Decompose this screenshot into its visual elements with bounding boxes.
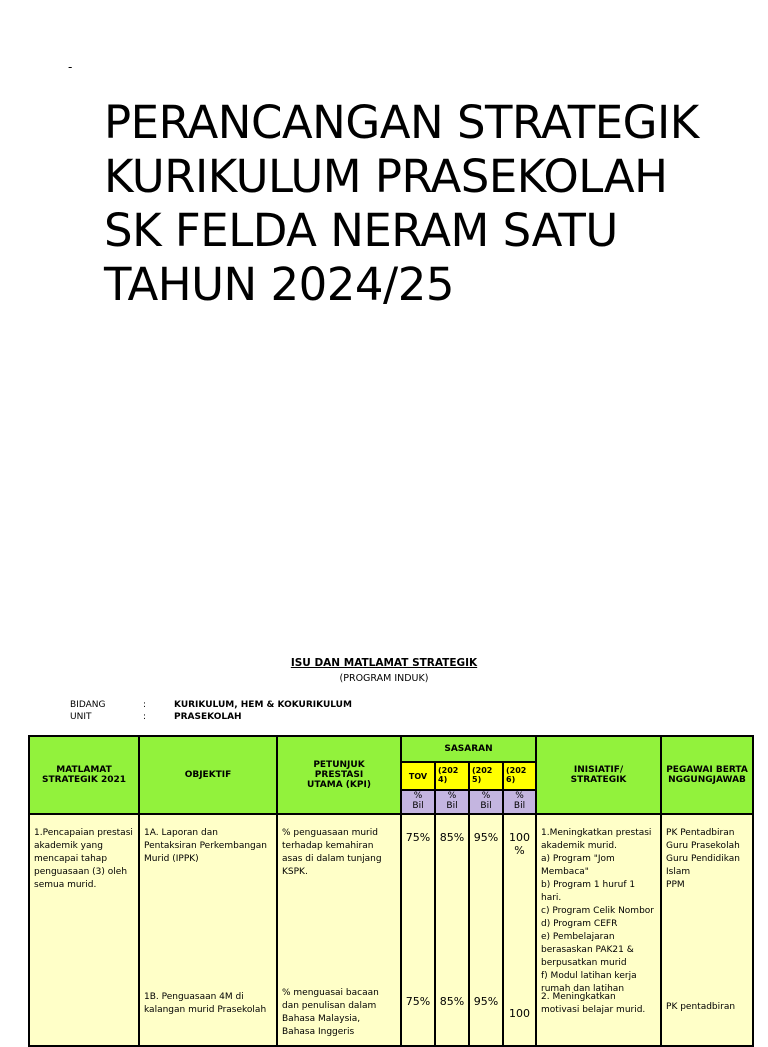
unit-label: UNIT [70, 712, 92, 722]
cell-objektif [139, 814, 277, 1046]
header-pegawai: PEGAWAI BERTANGGUNGJAWAB [661, 736, 753, 814]
bidang-colon: : [143, 700, 147, 710]
inisiatif-a: 1.Meningkatkan prestasi akademik murid. a) Program "Jom Membaca" b) Program 1 huruf 1 hari. c) Program Celik Nombor d) Program CEFR e) Pembelajaran berasaskan PAK21 & berpusatkan murid f) Modul latihan kerja rumah dan latihan [541, 828, 654, 994]
pegawai-b: PK pentadbiran [666, 1002, 736, 1012]
objektif-b: 1B. Penguasaan 4M di kalangan murid Prasekolah [144, 992, 267, 1015]
section-subtitle: (PROGRAM INDUK) [339, 673, 429, 684]
header-2026-unit: % Bil [503, 790, 536, 814]
header-kpi: PETUNJUK PRESTASI UTAMA (KPI) [277, 736, 401, 814]
cell-matlamat: 1.Pencapaian prestasi akademik yang mencapai tahap penguasaan (3) oleh semua murid. [29, 814, 139, 1046]
pegawai-a: PK Pentadbiran Guru Prasekolah Guru Pendidikan Islam PPM [666, 828, 741, 890]
unit-colon: : [143, 712, 147, 722]
cell-inisiatif [536, 814, 661, 1046]
kpi-b: % menguasai bacaan dan penulisan dalam Bahasa Malaysia, Bahasa Inggeris [282, 988, 379, 1037]
header-tov: TOV [401, 762, 435, 790]
bullet-dot: - [68, 60, 73, 74]
header-2024-unit: % Bil [435, 790, 469, 814]
section-title: ISU DAN MATLAMAT STRATEGIK [290, 657, 478, 669]
title-line-3: SK FELDA NERAM SATU [104, 204, 618, 257]
cell-pegawai [661, 814, 753, 1046]
title-line-4: TAHUN 2024/25 [104, 258, 454, 311]
header-year-2025: (2025) [469, 762, 503, 790]
header-year-2024: (2024) [435, 762, 469, 790]
cell-kpi [277, 814, 401, 1046]
header-year-2026: (2026) [503, 762, 536, 790]
objektif-a: 1A. Laporan dan Pentaksiran Perkembangan Murid (IPPK) [144, 828, 267, 864]
cell-tov: 75% 75% [401, 814, 435, 1046]
header-sasaran: SASARAN [401, 736, 536, 762]
cell-2024: 85% 85% [435, 814, 469, 1046]
title-line-2: KURIKULUM PRASEKOLAH [104, 150, 668, 203]
kpi-a: % penguasaan murid terhadap kemahiran asas di dalam tunjang KSPK. [282, 828, 382, 877]
unit-value: PRASEKOLAH [174, 712, 242, 722]
inisiatif-b: 2. Meningkatkan motivasi belajar murid. [541, 992, 646, 1015]
cell-2025: 95% 95% [469, 814, 503, 1046]
page-title [104, 96, 754, 312]
bidang-value: KURIKULUM, HEM & KOKURIKULUM [174, 700, 352, 710]
title-line-1: PERANCANGAN STRATEGIK [104, 96, 699, 149]
header-inisiatif: INISIATIF/ STRATEGIK [536, 736, 661, 814]
header-tov-unit: % Bil [401, 790, 435, 814]
header-objektif: OBJEKTIF [139, 736, 277, 814]
bidang-label: BIDANG [70, 700, 106, 710]
header-matlamat: MATLAMAT STRATEGIK 2021 [29, 736, 139, 814]
header-2025-unit: % Bil [469, 790, 503, 814]
cell-2026: 100 % 100 [503, 814, 536, 1046]
strategy-table [28, 735, 754, 1047]
